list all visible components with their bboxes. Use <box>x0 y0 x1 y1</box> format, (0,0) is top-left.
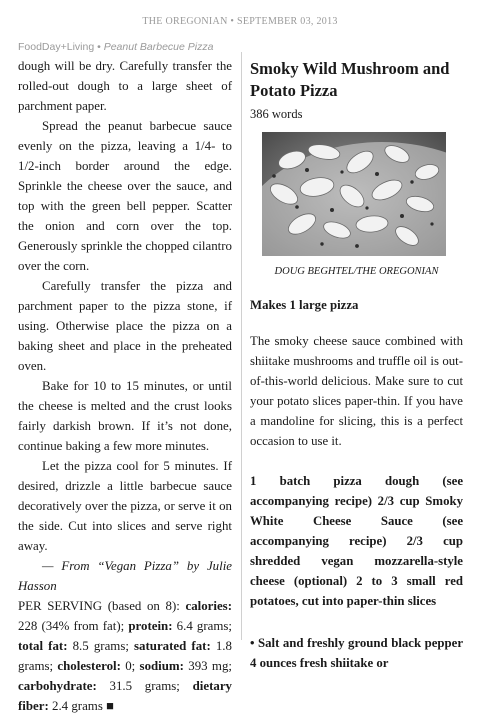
ingredients-list: 1 batch pizza dough (see accompanying recipe) 2/3 cup Smoky White Cheese Sauce (see accompanying recipe) 2/3 cup shredded vegan mozzarella-style cheese (optional) 2 to 3 small red potatoes, cut into paper-thin slices <box>250 474 463 608</box>
nutrition-label: dietary fiber: <box>18 679 232 713</box>
recipe-title: Smoky Wild Mushroom and Potato Pizza <box>250 59 450 100</box>
nutrition-value: 0; <box>125 659 136 673</box>
breadcrumb-separator: • <box>97 41 101 53</box>
masthead: THE OREGONIAN • SEPTEMBER 03, 2013 <box>142 16 338 27</box>
column-divider <box>241 52 242 640</box>
nutrition-value: 31.5 grams; <box>109 679 180 693</box>
body-paragraph: Let the pizza cool for 5 minutes. If desired, drizzle a little barbecue sauce decoratively over the pizza, or serve it on the side. Cut into slices and serve right away. <box>18 459 232 553</box>
pizza-photo[interactable] <box>262 132 446 256</box>
nutrition-value: 393 mg; <box>188 659 232 673</box>
nutrition-value: 228 (34% from fat); <box>18 619 125 633</box>
ingredients-list: • Salt and freshly ground black pepper 4 ounces fresh shiitake or <box>250 636 463 670</box>
body-paragraph: Carefully transfer the pizza and parchment paper to the pizza stone, if using. Otherwise place the pizza on a baking sheet and place in the preheated oven. <box>18 279 232 373</box>
pizza-photo-image <box>262 132 446 256</box>
recipe-yield: Makes 1 large pizza <box>250 298 359 312</box>
nutrition-label: cholesterol: <box>57 659 121 673</box>
nutrition-label: protein: <box>128 619 173 633</box>
nutrition-label: calories: <box>185 599 232 613</box>
breadcrumb[interactable] <box>18 41 213 53</box>
breadcrumb-section[interactable]: FoodDay+Living <box>18 41 95 53</box>
breadcrumb-article: Peanut Barbecue Pizza <box>103 41 214 53</box>
nutrition-value: 6.4 grams; <box>176 619 232 633</box>
nutrition-value: 1.8 grams; <box>18 639 232 673</box>
body-paragraph: Spread the peanut barbecue sauce evenly on the pizza, leaving a 1/4- to 1/2-inch border around the edge. Sprinkle the cheese over the sauce, and top with the green bell pepper. Scatter the onion and corn over the top. Generously sprinkle the chopped cilantro over the corn. <box>18 119 232 273</box>
end-mark-icon: ■ <box>106 699 114 713</box>
nutrition-label: total fat: <box>18 639 68 653</box>
recipe-intro: The smoky cheese sauce combined with shiitake mushrooms and truffle oil is out-of-this-world delicious. Make sure to cut your potato slices paper-thin. If you have a mandoline for slicing, this is a perfect occasion to use it. <box>250 334 463 448</box>
body-paragraph: Bake for 10 to 15 minutes, or until the cheese is melted and the crust looks fairly darkish brown. If it’s not done, continue baking a few more minutes. <box>18 379 232 453</box>
body-paragraph: dough will be dry. Carefully transfer the rolled-out dough to a large sheet of parchment paper. <box>18 59 232 113</box>
photo-credit: DOUG BEGHTEL/THE OREGONIAN <box>274 266 439 277</box>
word-count: 386 words <box>250 107 303 121</box>
nutrition-value: 8.5 grams; <box>72 639 129 653</box>
nutrition-serving: PER SERVING (based on 8): <box>18 599 180 613</box>
nutrition-label: saturated fat: <box>134 639 211 653</box>
right-column <box>250 58 463 673</box>
nutrition-info <box>18 596 232 716</box>
nutrition-label: sodium: <box>139 659 184 673</box>
left-column <box>18 56 232 716</box>
recipe-attribution: — From “Vegan Pizza” by Julie Hasson <box>18 559 232 593</box>
nutrition-label: carbohydrate: <box>18 679 97 693</box>
nutrition-value: 2.4 grams <box>52 699 103 713</box>
